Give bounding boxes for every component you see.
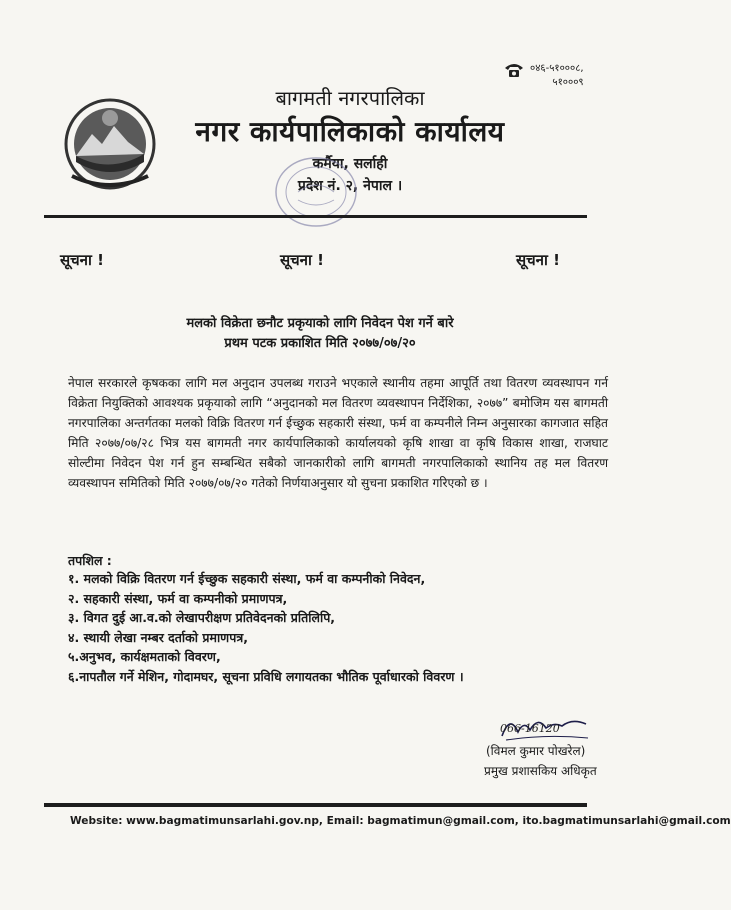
signer-title: प्रमुख प्रशासकिय अधिकृत [484, 764, 597, 778]
signature-block [478, 706, 628, 778]
address-line-1: कर्मैया, सर्लाही [312, 156, 388, 172]
list-item: ६.नापतौल गर्ने मेशिन, गोदामघर, सूचना प्रविधि लगायतका भौतिक पूर्वाधारको विवरण । [68, 668, 464, 684]
list-item: ४. स्थायी लेखा नम्बर दर्ताको प्रमाणपत्र, [68, 629, 248, 645]
list-item: ५.अनुभव, कार्यक्षमताको विवरण, [68, 649, 221, 664]
notice-label-center: सूचना ! [280, 251, 324, 269]
notice-label-right: सूचना ! [516, 251, 560, 269]
address-line-2: प्रदेश नं. २, नेपाल । [297, 178, 403, 194]
footer-contact: Website: www.bagmatimunsarlahi.gov.np, Email: bagmatimun@gmail.com, ito.bagmatimunsarlahi@gmail.com [70, 815, 731, 827]
list-item: २. सहकारी संस्था, फर्म वा कम्पनीको प्रमाणपत्र, [68, 590, 288, 606]
list-item: ३. विगत दुई आ.व.को लेखापरीक्षण प्रतिवेदनको प्रतिलिपि, [68, 610, 336, 625]
nepal-emblem-logo [62, 96, 158, 192]
municipality-name: बागमती नगरपालिका [275, 86, 425, 110]
subject-line-1: मलको विक्रेता छनौट प्रकृयाको लागि निवेदन पेश गर्ने बारे [186, 316, 454, 331]
footer-divider [44, 803, 587, 807]
telephone-icon [504, 62, 524, 78]
phone-number-1: ०४६-५१०००८, [530, 63, 584, 74]
office-stamp [268, 150, 364, 234]
notice-label-left: सूचना ! [60, 251, 104, 269]
details-list [68, 569, 464, 686]
body-paragraph: नेपाल सरकारले कृषकका लागि मल अनुदान उपलब्ध गराउने भएकाले स्थानीय तहमा आपूर्ति तथा वितरण व्यवस्थापन गर्न विक्रेता नियुक्तिको आवश्यक प्रकृयाको लागि “अनुदानको मल वितरण व्यवस्थापन निर्देशिका, २०७७” बमोजिम यस बागमती नगरपालिका अन्तर्गतका मलको विक्रि वितरण गर्न ईच्छुक सहकारी संस्था, फर्म वा कम्पनीले निम्न अनुसारका कागजात सहित मिति २०७७/०७/२८ भित्र यस बागमती नगर कार्यपालिकाको कार्यालयको कृषि शाखा वा कृषि विकास शाखा, राजघाट सोल्टीमा निवेदन पेश गर्न हुन सम्बन्धित सबैको जानकारीको लागि बागमती नगरपालिकाको स्थानिय तह मल वितरण व्यवस्थापन समितिको मिति २०७७/०७/२० गतेको निर्णयाअनुसार यो सुचना प्रकाशित गरिएको छ । [68, 376, 608, 490]
list-item: १. मलको विक्रि वितरण गर्न ईच्छुक सहकारी संस्था, फर्म वा कम्पनीको निवेदन, [68, 571, 426, 586]
signer-name: (विमल कुमार पोखरेल) [486, 744, 586, 758]
handwritten-number: 066-16120 [500, 722, 560, 735]
phone-number-2: ५१०००९ [552, 77, 584, 88]
office-title: नगर कार्यपालिकाको कार्यालय [195, 115, 505, 148]
details-heading: तपशिल : [68, 553, 112, 568]
subject-line-2: प्रथम पटक प्रकाशित मिति २०७७/०७/२० [224, 336, 416, 351]
header-divider [44, 215, 587, 218]
